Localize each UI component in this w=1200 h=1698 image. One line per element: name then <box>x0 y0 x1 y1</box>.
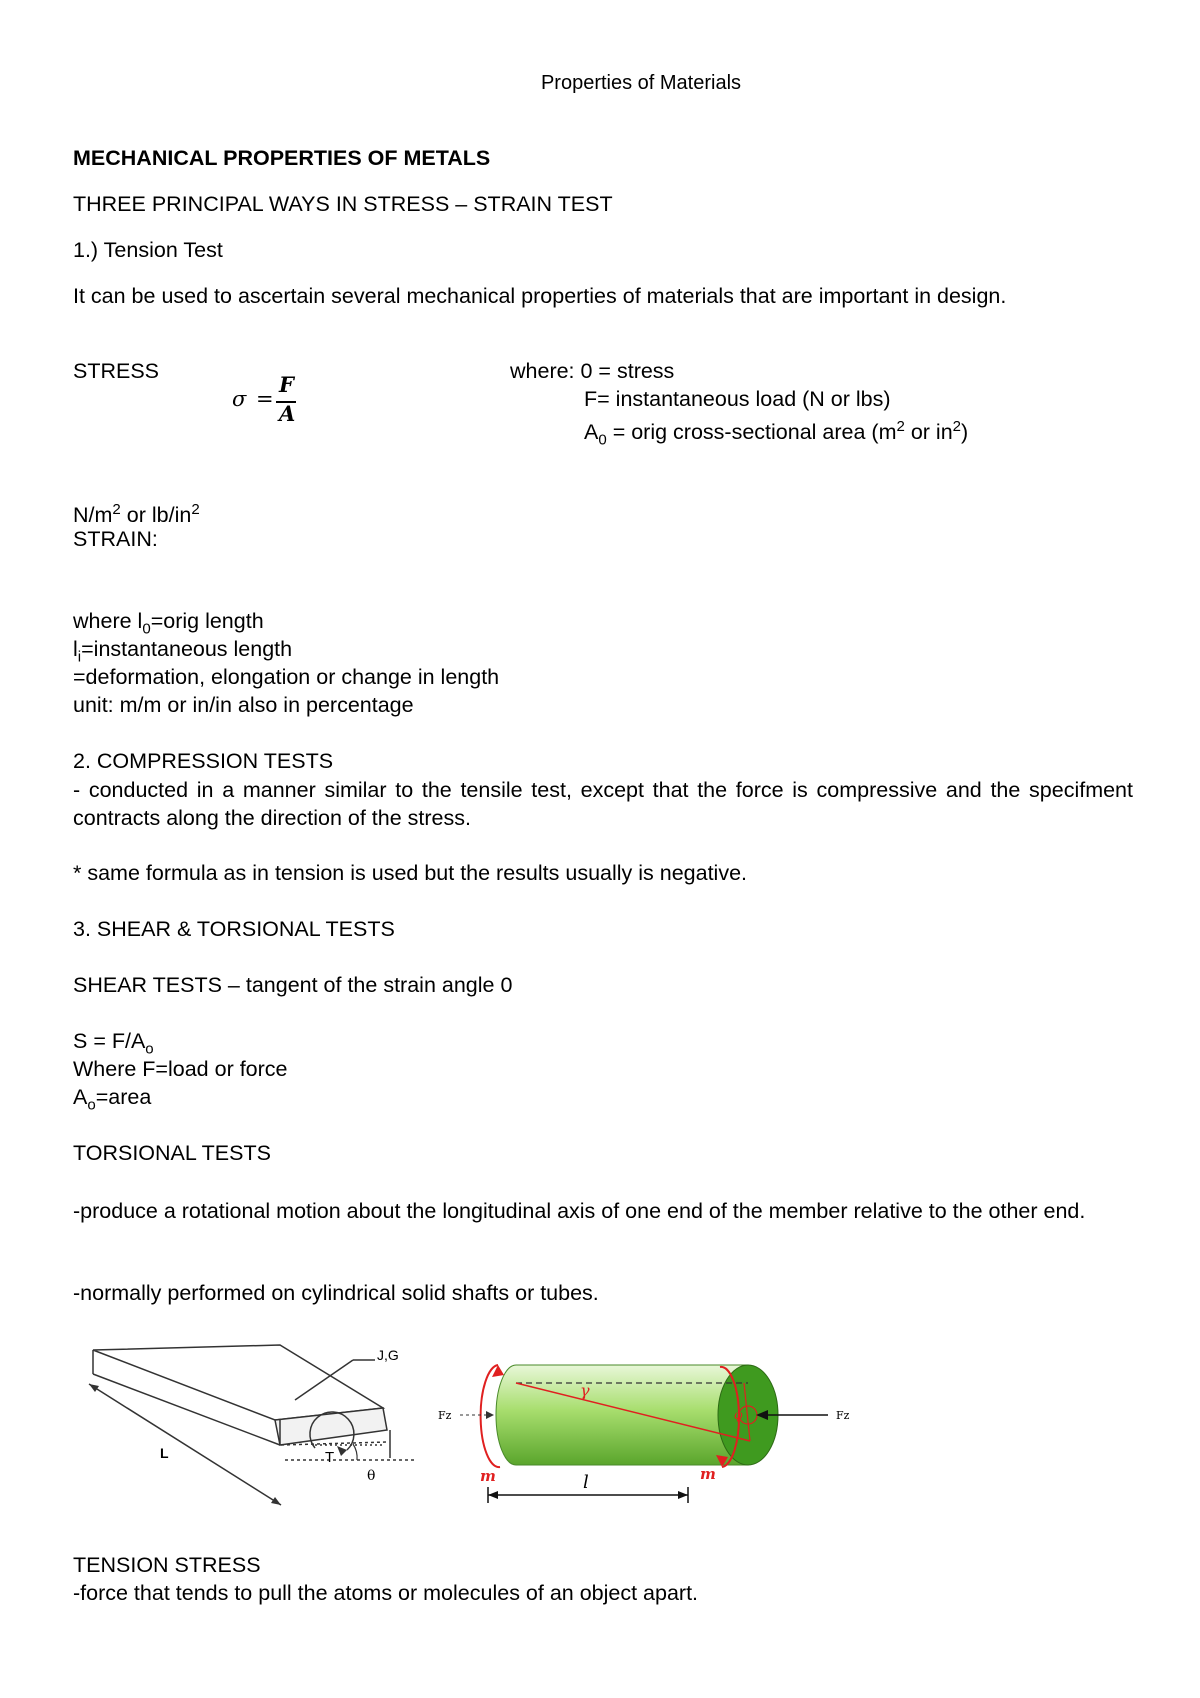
tension-test-heading: 1.) Tension Test <box>73 238 223 262</box>
arrowhead-icon <box>271 1497 281 1505</box>
shear-bar-figure <box>85 1340 415 1520</box>
shear-area-line: $A_o=area$ <box>73 1085 152 1114</box>
dimension-arrow-icon <box>678 1491 688 1499</box>
label-fz-right: Fz <box>836 1409 850 1422</box>
sigma-symbol: σ <box>232 387 247 411</box>
document-title: MECHANICAL PROPERTIES OF METALS <box>73 146 491 170</box>
shear-torsional-heading: 3. SHEAR & TORSIONAL TESTS <box>73 917 395 941</box>
force-arrow-icon <box>486 1411 494 1419</box>
stress-units: $N/m^2$ or $lb/in^2$ <box>73 501 200 528</box>
shear-tests-line: SHEAR TESTS – tangent of the strain angle 0 <box>73 973 513 997</box>
compression-heading: 2. COMPRESSION TESTS <box>73 749 334 773</box>
label-length: l <box>583 1472 589 1493</box>
torsional-heading: TORSIONAL TESTS <box>73 1141 271 1165</box>
strain-unit-line: unit: m/m or in/in also in percentage <box>73 693 414 717</box>
page-header: Properties of Materials <box>540 72 742 94</box>
stress-load-line: F= instantaneous load (N or lbs) <box>584 387 891 411</box>
compression-note: * same formula as in tension is used but the results usually is negative. <box>73 861 748 885</box>
tension-test-intro: It can be used to ascertain several mechanical properties of materials that are important in design. <box>73 284 1007 308</box>
label-theta: θ <box>367 1468 376 1484</box>
torsion-cylinder-figure <box>438 1355 868 1525</box>
section-subtitle: THREE PRINCIPAL WAYS IN STRESS – STRAIN TEST <box>73 192 613 216</box>
torsional-text-1: -produce a rotational motion about the longitudinal axis of one end of the member relative to the other end. <box>73 1199 1086 1223</box>
label-jg: J,G <box>377 1347 399 1363</box>
stress-formula <box>230 372 310 428</box>
formula-denominator: A <box>279 401 296 426</box>
tension-stress-text: -force that tends to pull the atoms or molecules of an object apart. <box>73 1581 699 1605</box>
label-fz-left: Fz <box>438 1409 452 1422</box>
tension-stress-heading: TENSION STRESS <box>73 1553 261 1577</box>
label-l: L <box>160 1445 169 1461</box>
equals-symbol: = <box>256 387 274 411</box>
strain-l0-line: where $l_0=orig$ length <box>73 609 264 638</box>
stress-where-line: where: 0 = stress <box>510 359 675 383</box>
label-m-right: m <box>700 1465 716 1483</box>
strain-label: STRAIN: <box>73 527 158 551</box>
label-m-left: m <box>480 1467 496 1485</box>
arrowhead-icon <box>89 1384 99 1392</box>
label-phi: φ <box>734 1408 743 1422</box>
strain-deformation-line: =deformation, elongation or change in length <box>73 665 500 689</box>
shear-where-line: Where F=load or force <box>73 1057 288 1081</box>
rotation-arrow-icon <box>337 1446 347 1456</box>
dimension-arrow-icon <box>488 1491 498 1499</box>
stress-area-line: $A_0$ = orig cross-sectional area ($m^2$ or $in^2$) <box>584 418 969 449</box>
label-t: T <box>325 1449 335 1466</box>
shear-formula-line: $S = F/A_o$ <box>73 1029 154 1058</box>
torsional-text-2: -normally performed on cylindrical solid shafts or tubes. <box>73 1281 599 1305</box>
strain-li-line: $l_i=instantaneous$ length <box>73 637 293 666</box>
label-gamma: γ <box>580 1381 590 1400</box>
formula-numerator: F <box>279 372 294 397</box>
compression-text: - conducted in a manner similar to the tensile test, except that the force is compressive and the specifment contracts along the direction of the stress. <box>73 778 1133 830</box>
stress-label: STRESS <box>73 359 160 383</box>
